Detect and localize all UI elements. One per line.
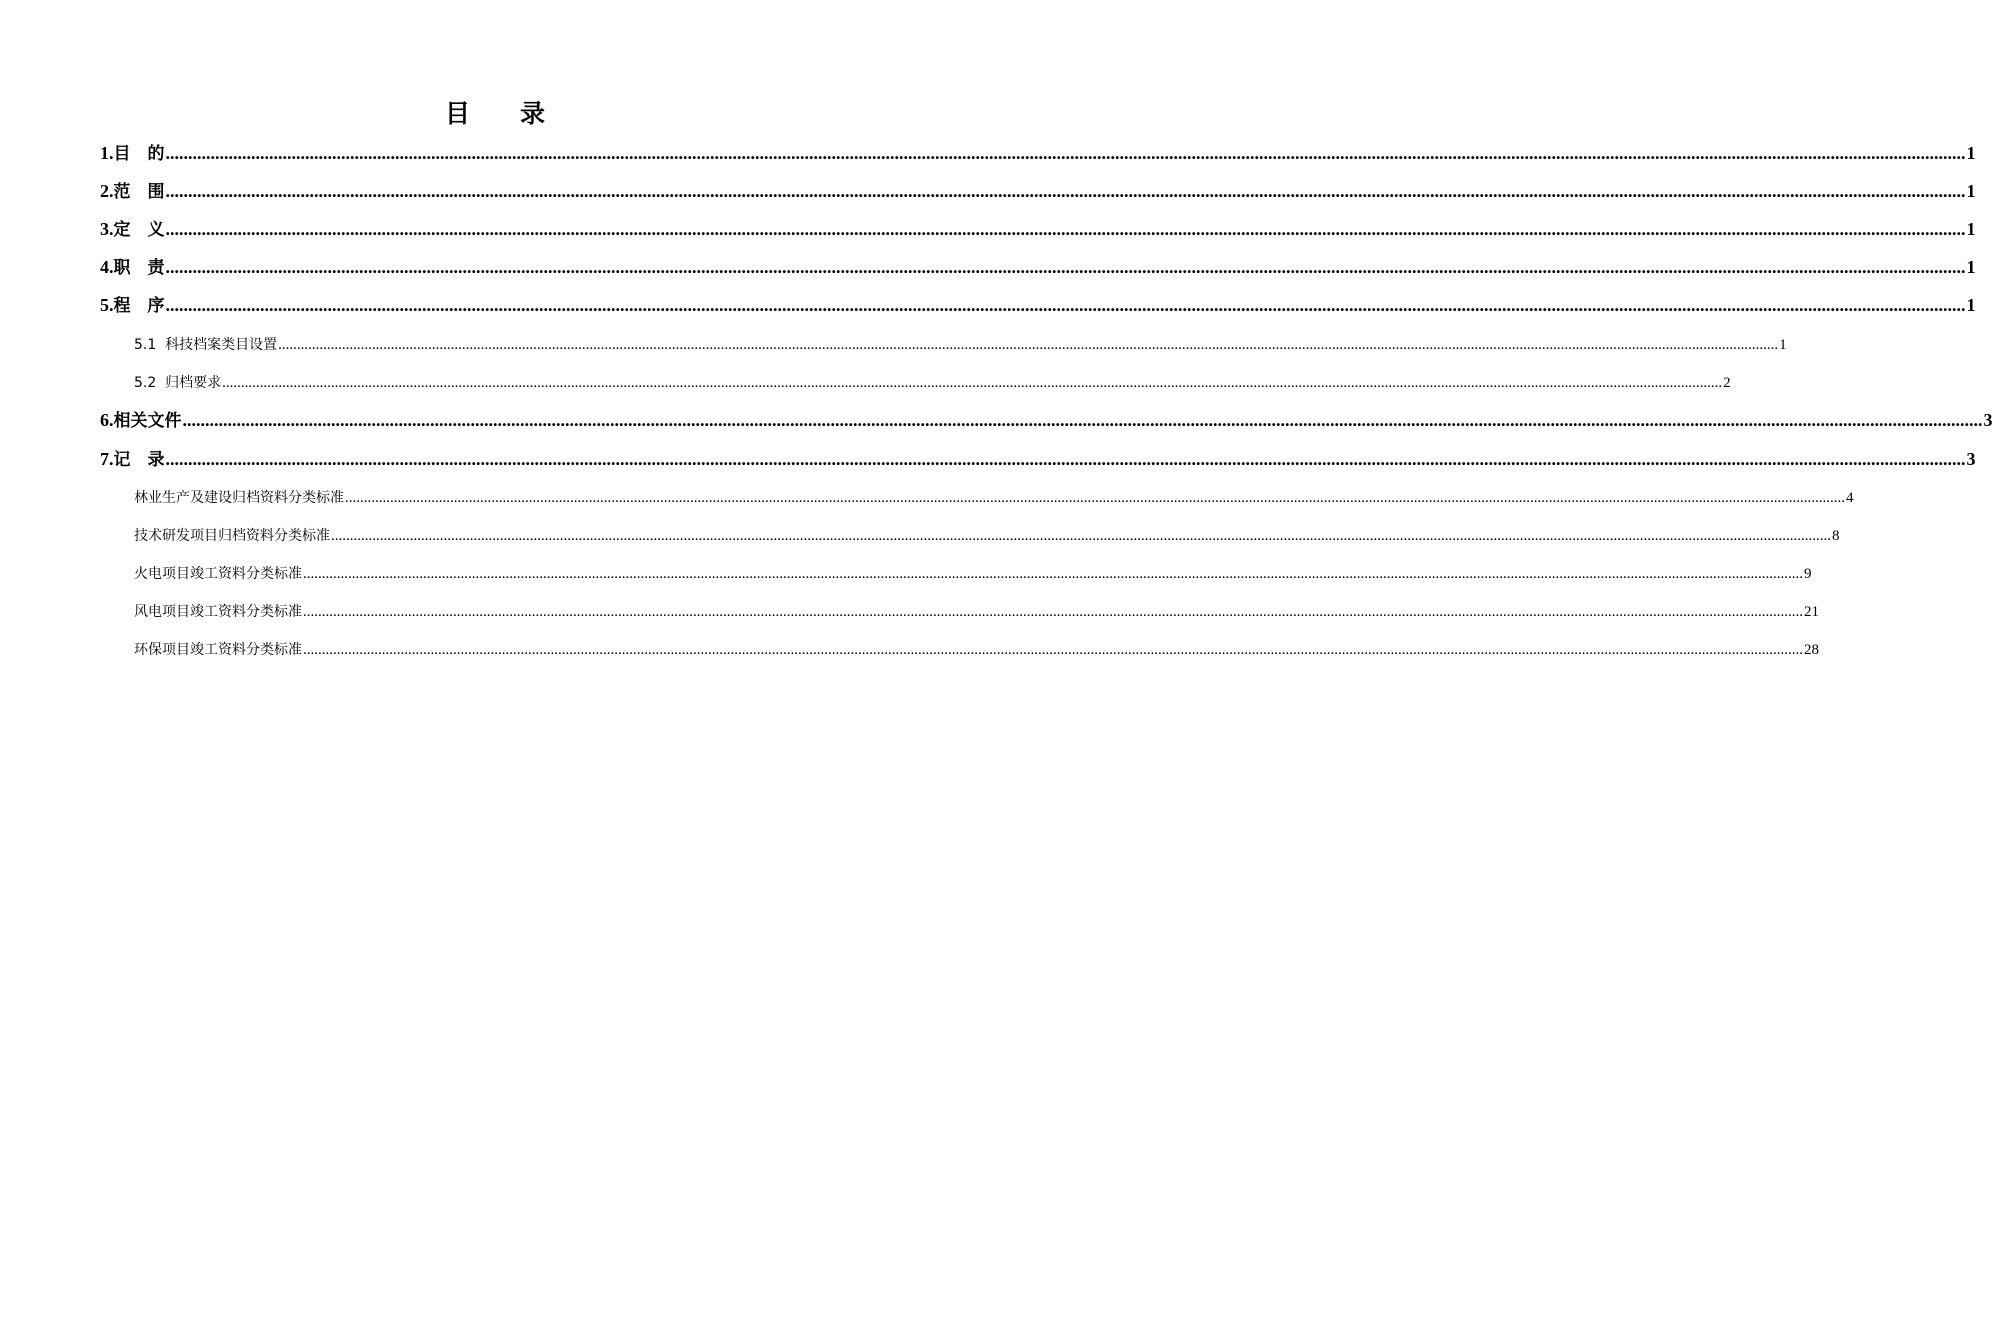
dot-leader: ................................................................................................................................................................................................................................................................................................................................................................................................................: [303, 604, 1803, 620]
toc-entry-page: 3: [1966, 449, 1976, 469]
toc-entry-label: 火电项目竣工资料分类标准: [134, 566, 302, 582]
toc-entry-label: 技术研发项目归档资料分类标准: [134, 528, 330, 544]
toc-subentry[interactable]: [134, 601, 1819, 623]
toc-entry-page: 9: [1804, 566, 1812, 582]
toc-entry-label: 5.2 归档要求: [134, 375, 222, 391]
toc-entry[interactable]: [100, 446, 1976, 472]
toc-entry-label: 林业生产及建设归档资料分类标准: [134, 490, 344, 506]
dot-leader: ................................................................................................................................................................................................................................................................................................................................................................................................................: [165, 219, 1966, 239]
toc-entry-page: 28: [1804, 642, 1819, 658]
toc-entry-number: 7.: [100, 449, 114, 469]
toc-entry-number: 5.: [100, 295, 114, 315]
toc-subentry[interactable]: [134, 639, 1819, 661]
toc-subentry[interactable]: [134, 372, 1731, 394]
toc-subentry[interactable]: [134, 563, 1812, 585]
toc-entry-page: 1: [1966, 257, 1976, 277]
toc-entry-label: 职 责: [113, 258, 165, 278]
toc-entry[interactable]: [100, 216, 1976, 242]
dot-leader: ................................................................................................................................................................................................................................................................................................................................................................................................................: [165, 143, 1966, 163]
toc-entry-number: 6.: [100, 410, 114, 430]
toc-entry-label: 记 录: [113, 450, 165, 470]
toc-entry-page: 2: [1723, 375, 1731, 391]
dot-leader: ................................................................................................................................................................................................................................................................................................................................................................................................................: [278, 337, 1779, 353]
toc-entry-label: 定 义: [113, 220, 165, 240]
toc-entry-label: 5.1 科技档案类目设置: [134, 337, 278, 353]
toc-entry-page: 1: [1966, 295, 1976, 315]
toc-entry[interactable]: [100, 140, 1976, 166]
toc-entry[interactable]: [100, 178, 1976, 204]
dot-leader: ................................................................................................................................................................................................................................................................................................................................................................................................................: [165, 181, 1966, 201]
toc-entry[interactable]: [100, 407, 1993, 433]
dot-leader: ................................................................................................................................................................................................................................................................................................................................................................................................................: [303, 566, 1803, 582]
toc-title: 目 录: [444, 99, 545, 128]
toc-entry[interactable]: [100, 292, 1976, 318]
toc-subentry[interactable]: [134, 334, 1787, 356]
dot-leader: ................................................................................................................................................................................................................................................................................................................................................................................................................: [165, 295, 1966, 315]
toc-entry-label: 风电项目竣工资料分类标准: [134, 604, 302, 620]
toc-subentry[interactable]: [134, 525, 1840, 547]
toc-entry-label: 程 序: [113, 296, 165, 316]
dot-leader: ................................................................................................................................................................................................................................................................................................................................................................................................................: [222, 375, 1723, 391]
toc-entry-label: 相关文件: [113, 411, 182, 431]
toc-subentry[interactable]: [134, 487, 1854, 509]
toc-entry-page: 21: [1804, 604, 1819, 620]
toc-entry-page: 4: [1846, 490, 1854, 506]
toc-entry-number: 2.: [100, 181, 114, 201]
toc-entry-page: 3: [1983, 410, 1993, 430]
dot-leader: ................................................................................................................................................................................................................................................................................................................................................................................................................: [345, 490, 1845, 506]
toc-entry-page: 1: [1779, 337, 1787, 353]
dot-leader: ................................................................................................................................................................................................................................................................................................................................................................................................................: [331, 528, 1831, 544]
toc-entry-page: 1: [1966, 219, 1976, 239]
dot-leader: ................................................................................................................................................................................................................................................................................................................................................................................................................: [165, 449, 1966, 469]
toc-entry[interactable]: [100, 254, 1976, 280]
toc-entry-number: 3.: [100, 219, 114, 239]
toc-entry-page: 8: [1832, 528, 1840, 544]
toc-entry-number: 4.: [100, 257, 114, 277]
toc-entry-label: 目 的: [113, 144, 165, 164]
toc-entry-label: 范 围: [113, 182, 165, 202]
toc-entry-page: 1: [1966, 181, 1976, 201]
toc-entry-label: 环保项目竣工资料分类标准: [134, 642, 302, 658]
dot-leader: ................................................................................................................................................................................................................................................................................................................................................................................................................: [303, 642, 1803, 658]
dot-leader: ................................................................................................................................................................................................................................................................................................................................................................................................................: [182, 410, 1983, 430]
dot-leader: ................................................................................................................................................................................................................................................................................................................................................................................................................: [165, 257, 1966, 277]
toc-entry-page: 1: [1966, 143, 1976, 163]
toc-entry-number: 1.: [100, 143, 114, 163]
